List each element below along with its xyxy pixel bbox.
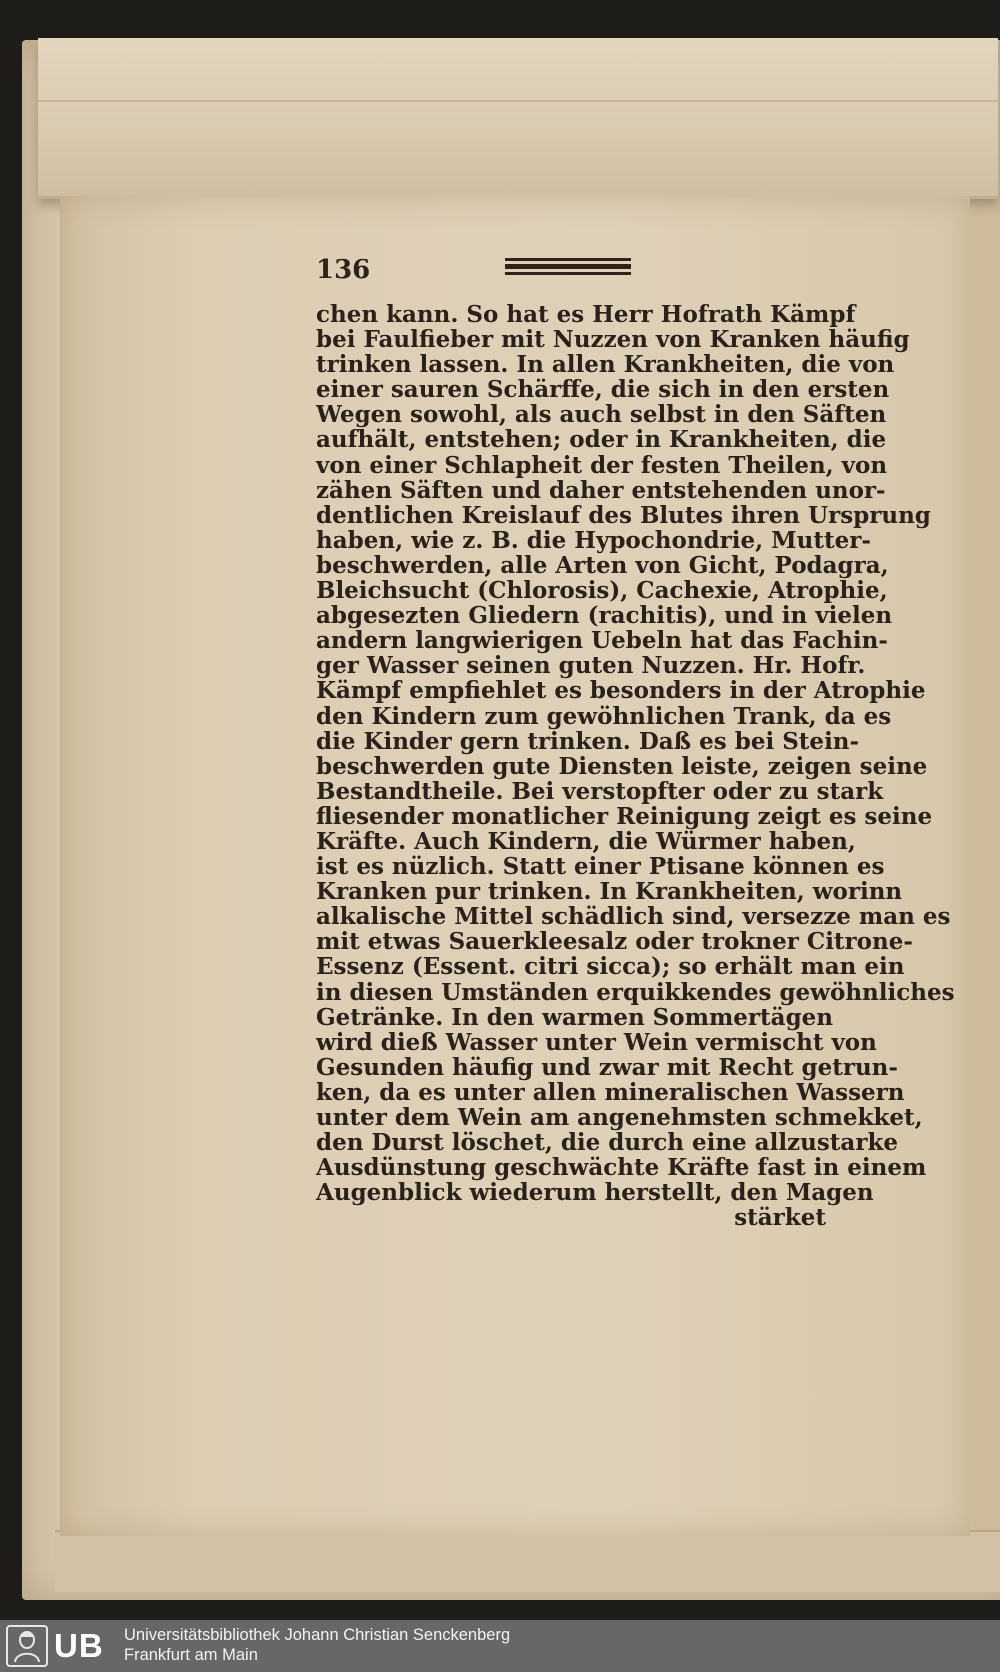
text-line: aufhält, entstehen; oder in Krankheiten, die: [316, 426, 887, 454]
paper-crease: [38, 100, 998, 102]
text-line: beschwerden gute Diensten leiste, zeigen seine: [316, 752, 928, 780]
text-line: Kämpf empfiehlet es besonders in der Atrophie: [316, 677, 926, 705]
text-line: wird dieß Wasser unter Wein vermischt von: [316, 1028, 877, 1056]
text-line: einer sauren Schärffe, die sich in den ersten: [316, 376, 890, 404]
text-line: ger Wasser seinen guten Nuzzen. Hr. Hofr.: [316, 652, 866, 680]
header-ornament-rule: [505, 258, 631, 278]
institution-line-1: Universitätsbibliothek Johann Christian Senckenberg: [124, 1626, 511, 1644]
text-line: chen kann. So hat es Herr Hofrath Kämpf: [316, 301, 856, 328]
page-number: 136: [316, 255, 371, 285]
text-line: Kranken pur trinken. In Krankheiten, worinn: [316, 878, 903, 906]
library-logo[interactable]: [6, 1624, 114, 1668]
logo-text: UB: [54, 1627, 104, 1664]
text-line: die Kinder gern trinken. Daß es bei Stein-: [316, 727, 860, 755]
catchword: stärket: [734, 1204, 826, 1232]
text-line: bei Faulfieber mit Nuzzen von Kranken häufig: [316, 326, 910, 354]
folded-edge-bottom: [55, 1530, 1000, 1592]
text-line: Ausdünstung geschwächte Kräfte fast in einem: [316, 1154, 927, 1182]
text-line: Kräfte. Auch Kindern, die Würmer haben,: [316, 827, 856, 855]
folded-flap-top: [38, 38, 998, 199]
text-line: dentlichen Kreislauf des Blutes ihren Ursprung: [316, 501, 931, 529]
text-line: fliesender monatlicher Reinigung zeigt es seine: [316, 802, 933, 830]
text-line: ist es nüzlich. Statt einer Ptisane können es: [316, 853, 885, 881]
text-line: ken, da es unter allen mineralischen Wassern: [316, 1078, 905, 1106]
text-line: Augenblick wiederum herstellt, den Magen: [316, 1179, 874, 1207]
text-line: den Kindern zum gewöhnlichen Trank, da es: [316, 702, 892, 730]
text-line: den Durst löschet, die durch eine allzustarke: [316, 1129, 899, 1157]
text-line: Getränke. In den warmen Sommertägen: [316, 1003, 834, 1031]
institution-name: [124, 1625, 510, 1665]
text-line: alkalische Mittel schädlich sind, versezze man es: [316, 903, 951, 931]
text-line: Essenz (Essent. citri sicca); so erhält man ein: [316, 953, 905, 981]
text-line: Gesunden häufig und zwar mit Recht getrun-: [316, 1053, 898, 1081]
text-line: unter dem Wein am angenehmsten schmekket,: [316, 1104, 923, 1131]
text-line: in diesen Umständen erquikkendes gewöhnliches: [316, 978, 955, 1006]
text-line: zähen Säften und daher entstehenden unor-: [316, 476, 886, 504]
text-line: Bleichsucht (Chlorosis), Cachexie, Atrophie,: [316, 577, 888, 605]
text-line: mit etwas Sauerkleesalz oder trokner Citrone-: [316, 928, 913, 956]
text-line: haben, wie z. B. die Hypochondrie, Mutter-: [316, 526, 871, 554]
text-line: abgesezten Gliedern (rachitis), und in vielen: [316, 602, 893, 630]
text-line: Wegen sowohl, als auch selbst in den Säften: [316, 401, 887, 429]
text-line: andern langwierigen Uebeln hat das Fachin-: [316, 627, 888, 655]
library-footer-bar: [0, 1620, 1000, 1672]
text-line: beschwerden, alle Arten von Gicht, Podagra,: [316, 551, 889, 579]
page-body-text: [316, 301, 955, 1232]
text-line: Bestandtheile. Bei verstopfter oder zu stark: [316, 777, 884, 805]
text-line: von einer Schlapheit der festen Theilen, von: [316, 451, 888, 479]
text-line: trinken lassen. In allen Krankheiten, die von: [316, 351, 895, 379]
senckenberg-portrait-icon: [6, 1625, 48, 1667]
institution-line-2: Frankfurt am Main: [124, 1646, 258, 1664]
